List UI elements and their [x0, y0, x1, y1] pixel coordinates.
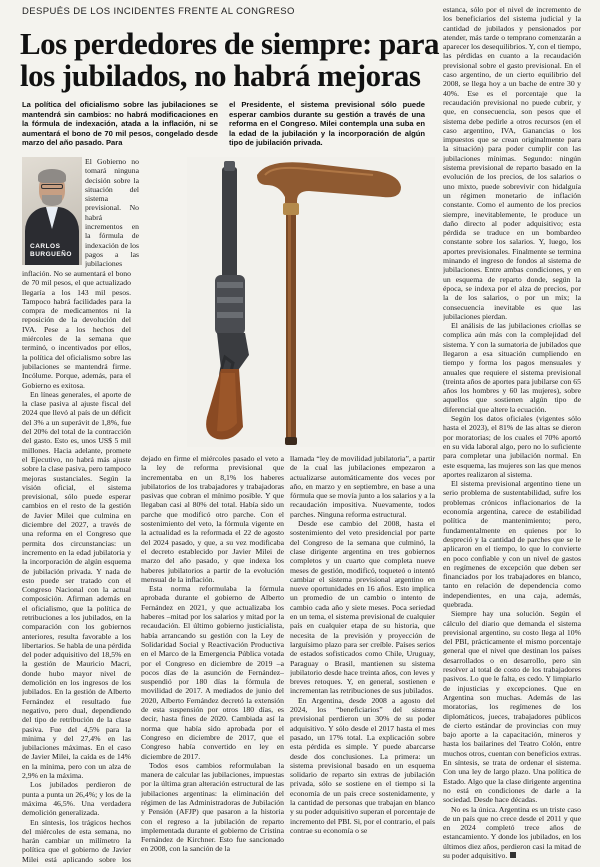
revolver-image: [206, 161, 249, 440]
paragraph: dejado en firme el miércoles pasado el veto a la ley de reforma previsional que incrementaba en un 8,1% los haberes jubilatorios de los trabajadores y trabajadoras pasivas que cobran el mínimo posible. Y que llegaban casi al 80% del total. Había sido un parche que modificó otro parche. Con el sostenimiento del veto, la fórmula vigente en la actualidad es la reformada el 22 de agosto del 2024 pasado, y que, a su vez modificaba el decreto establecido por Javier Milei de marzo del año pasado, y que indexa los haberes jubilatorios a partir de la evolución mensual de la inflación.: [141, 454, 284, 584]
article-column-1: [22, 269, 131, 863]
article-column-2: [141, 454, 284, 863]
paragraph-last: [443, 805, 581, 861]
author-name: [30, 243, 72, 258]
end-of-article-mark: [510, 852, 516, 858]
paragraph: El análisis de las jubilaciones criollas se complica aún más con la complejidad del sistema. Y con la sumatoria de jubilados que llegaron a esa situación cumpliendo en tiempo y forma los pagos mensuales y anuales que requiere el sistema previsional (treinta años de aportes para jubilarse con 65 años los hombres y 60 las mujeres), sobre aquellos que sostienen algún tipo de diferencial que altere la ecuación.: [443, 321, 581, 414]
paragraph: llamada “ley de movilidad jubilatoria”, a partir de la cual las jubilaciones empezaron a actualizarse automáticamente dos veces por año, en marzo y en septiembre, en base a una fórmula que se movía junto a los salarios y a la recaudación impositiva. Nuevamente, todos parches. Ninguna reforma estructural.: [290, 454, 435, 519]
paragraph: No es la única. Argentina es un triste caso de un país que no crece desde el 2011 y que en 2024 completó trece años de estancamiento. Y donde los jubilados, en los últimos diez años, perdieron casi la mitad de su poder adquisitivo.: [443, 804, 581, 861]
article-column-intro: [85, 157, 139, 269]
paragraph: En líneas generales, el aporte de la clase pasiva al ajuste fiscal del 2024 que llevó al país de un déficit del 3% a un superávit de 1,8%, fue del 20% del total de la contracción del gasto. Esto es, unos US$ 5 mil millones. Hacia adelante, promete el Ejecutivo, no habrá más ajuste sobre la clase pasiva, pero tampoco mejoras sustanciales. Según la visión oficial, el sistema previsional, sólo puede esperar cambios en el resto de la gestión de Javier Milei que culmina en diciembre del 2027, a través de una reforma en el Congreso que permita dos circunstancias: un incremento en la edad jubilatoria y la incorporación de algún esquema de jubilación privada. Y nada de esto puede ser tratado con el Congreso Nacional con la actual composición. Afirman además en el oficialismo, que la política de retribuciones a los jubilados, en la comparación con los gobiernos anteriores, resulta favorable a los libertarios. Se habla de una pérdida del poder adquisitivo del 18,5% en la gestión de Mauricio Macri, donde hubo mayor nivel de demolición en los ingresos de los jubilados. En la gestión de Alberto Fernández el resultado fue negativo, pero dual, dependiendo del tipo de retribución de la clase pasiva. Fue del 4,5% para la mínima y del 27,4% en las jubilaciones máximas. En el caso de Javier Milei, la caída es de 14% en la mínima, pero con un alza de 2,9% en la máxima.: [22, 389, 131, 781]
lead-paragraph-right: el Presidente, el sistema previsional sólo puede esperar cambios durante su gestión a través de una reforma en el Congreso. Milei contempla una suba en la edad de la jubilación y la incorporación de algún tipo de jubilación privada.: [229, 100, 425, 148]
cane-image: [257, 162, 401, 445]
paragraph: Desde ese cambio del 2008, hasta el sostenimiento del veto presidencial por parte del Congreso de la semana que culminó, la clase dirigente argentina en tres gobiernos completos y un cuarto que completa nueve meses de gestión, modificó, toqueteó o intentó cambiar el sistema previsional argentino en nueve oportunidades en 16 años. Esto implica un promedio de un cambio o intento de cambio cada año y siete meses. Poca seriedad en un tema, el sistema previsional de cualquier país en cualquier etapa de su historia, que necesita de la previsión y proyección de larguísimo plazo para ser creíble. Países serios de estados sofisticados como Chile, Uruguay, Paraguay o Brasil, mantienen su sistema jubilatorio desde hace treinta años, con leves y breves retoques. Y, en general, sostienen e incrementan las retribuciones de sus jubilados.: [290, 519, 435, 696]
paragraph: Todos esos cambios reformulaban la manera de calcular las jubilaciones, impuestas por la última gran alteración estructural de las jubilaciones argentinas: la eliminación del régimen de las Administradoras de Jubilación y Pensión (AFJP) que pasaron a la historia con el regreso a la jubilación de reparto implementada durante el gobierno de Cristina Fernández de Kirchner. Esto fue sancionado en 2008, con la sanción de la: [141, 760, 284, 854]
paragraph: Siempre hay una solución. Según el cálculo del diario que demanda el sistema previsional argentino, su costo llega al 10% del PBI, prácticamente el mismo porcentaje general que el nivel que destinan los países desarrollados o en desarrollo, pero sin resolver al total de costo de los trabajadores pasivos. Lo que le falta, es cedo. Y limpiarlo de injusticias y excepciones. Que en Argentina son muchas. Además de las moratorias, los regímenes de los diplomáticos, jueces, trabajadores públicos de cierto estándar de provincias con muy bajo aporte a la capacitación, mineros y hasta los bailarines del Teatro Colón, entre muchos otros, cuentan con beneficios extras. En síntesis, se trata de ordenar el sistema. Con una ley de largo plazo. Una política de Estado. Algo que la clase dirigente argentina no está en condiciones de darle a la sociedad. Desde hace décadas.: [443, 609, 581, 805]
article-photo-gun-and-cane: [187, 157, 435, 447]
kicker: DESPUÉS DE LOS INCIDENTES FRENTE AL CONGRESO: [22, 6, 295, 17]
lead-paragraph-left: La política del oficialismo sobre las jubilaciones se mantendrá sin cambios: no habrá modificaciones en la fórmula de indexación, atada a la inflación, ni se aumentará el bono de 70 mil pesos, congelado desde marzo del año pasado. Para: [22, 100, 218, 148]
paragraph: El sistema previsional argentino tiene un serio problema de sustentabilidad, sufre los problemas crónicos inflacionarios de la economía argentina, carece de estabilidad política de mantenimiento; pero, fundamentalmente en quienes por lo despreció y la cantidad de parches que se le aplicaron en el tiempo, lo que lo convierte en poco confiable y con un nivel de gastos en regímenes de excepción que deben ser financiados por los trabajadores en blanco, tanto en relación de dependencia como independientes, en una caja, además, quebrada.: [443, 479, 581, 609]
paragraph: estanca, sólo por el nivel de incremento de los beneficiarios del sistema judicial y la cantidad de jubilados y pensionados por atender, más tarde o temprano comenzarán a aparecer los desequilibrios. Y, con el tiempo, las pérdidas en cuanto a la recaudación previsional sobre el gasto previsional. En el caso argentino, de un cierto equilibrio del 2008, se llega hoy a un bache de entre 30 y 40%. Ese es el porcentaje que la recaudación previsional no puede cubrir, y que, en consecuencia, son pesos que el sistema debe pedirle a otros recursos (en el caso argentino, IVA, Ganancias o los impuestos que se crean originalmente para la situación) para poder cumplir con las jubilaciones mínimas. Segundo: ningún sistema previsional de reparto basado en la evolución de los precios, de los salarios o uno mixto, puede sobrevivir con hidalguía un régimen monetario de inflación constante. Como el aumento de los precios siempre, inevitablemente, le produce un daño directo al poder adquisitivo; esta pérdida se traduce en un bombardeo constante sobre los salarios. Y, luego, los aportes previsionales. Finalmente se termina minando el ingreso de fondos al sistema de jubilaciones. Entre ambas condiciones, y en un esquema de reparto donde, según la época, se indexa por el alza de precios, por la de los salarios, o por un mix; la consecuencia inevitable es que las jubilaciones pierdan.: [443, 5, 581, 321]
author-photo: [22, 157, 82, 265]
paragraph: inflación. No se aumentará el bono de 70 mil pesos, el que actualizado llegaría a los 143 mil pesos. Tampoco habrá facilidades para la compra de medicamentos ni la reposición de la devolución del IVA. Pese a los hechos del miércoles de la semana que terminó, o incentivados por ellos, la política del oficialismo sobre las jubilaciones se mantendrá firme. Incólume. Porque, además, para el Gobierno es exitosa.: [22, 269, 131, 390]
paragraph: En síntesis, los trágicos hechos del miércoles de esta semana, no harán cambiar un milímetro la política que el gobierno de Javier Milei está aplicando sobre los: [22, 817, 131, 863]
author-first-name: CARLOS: [30, 243, 61, 250]
paragraph: En Argentina, desde 2008 a agosto del 2024, los “beneficiarios” del sistema previsional perdieron un 30% de su poder adquisitivo. Y sólo desde el 2017 hasta el mes pasado, un 17% total. La explicación sobre esta pérdida es simple. Y puede abarcarse desde dos conclusiones. La primera: un sistema previsional basado en un esquema solidario de reparto sin extras de jubilación privada, sólo se sostiene en el tiempo si la economía de un país crece sostenidamente, y la cantidad de personas que trabajan en blanco y su poder adquisitivo superan el porcentaje de incremento del PBI. Si, por el contrario, el país contrae su economía o se: [290, 695, 435, 835]
author-last-name: BURGUEÑO: [30, 250, 72, 258]
paragraph: Esta norma reformulaba la fórmula aprobada durante el gobierno de Alberto Fernández en 2021, y que actualizaba los haberes –mitad por los salarios y mitad por la recaudación. El último gobierno justicialista, había arrancando su gestión con la Ley de Solidaridad Social y Reactivación Productiva en el Marco de la Emergencia Pública votada por el Congreso en diciembre de 2019 –a pocos días de la asunción de Fernández– suspendió por 180 días la fórmula de movilidad de 2017. A mediados de junio del 2020, Alberto Fernández decretó la extensión de esta suspensión por otros 180 días, es decir, hasta fines de 2020. Cambiada así la norma que había sido aprobada por el Congreso en diciembre de 2017, que el Congreso había convertido en ley en diciembre de 2017.: [141, 584, 284, 761]
paragraph: Los jubilados perdieron de punta a punta un 26,4%; y los de la máxima 46,5%. Una verdadera demolición generalizada.: [22, 780, 131, 818]
article-column-3: [290, 454, 435, 863]
photo-illustration: [187, 157, 435, 447]
paragraph: Según los datos oficiales (vigentes sólo hasta el 2023), el 81% de las altas se dieron por moratorias; de los cuales el 70% aportó en su vida laboral algo, pero no lo suficiente para completar una jubilación normal. En este esquema, las mujeres son las que menos aportes realizaron al sistema.: [443, 414, 581, 479]
article-column-4: [443, 5, 581, 863]
intro-paragraph: El Gobierno no tomará ninguna decisión sobre la situación del sistema previsional. No habrá incrementos en la fórmula de indexación de los pagos a las jubilaciones: [85, 157, 139, 269]
headline: Los perdedores de siempre: para los jubilados, no habrá mejoras: [20, 26, 440, 93]
